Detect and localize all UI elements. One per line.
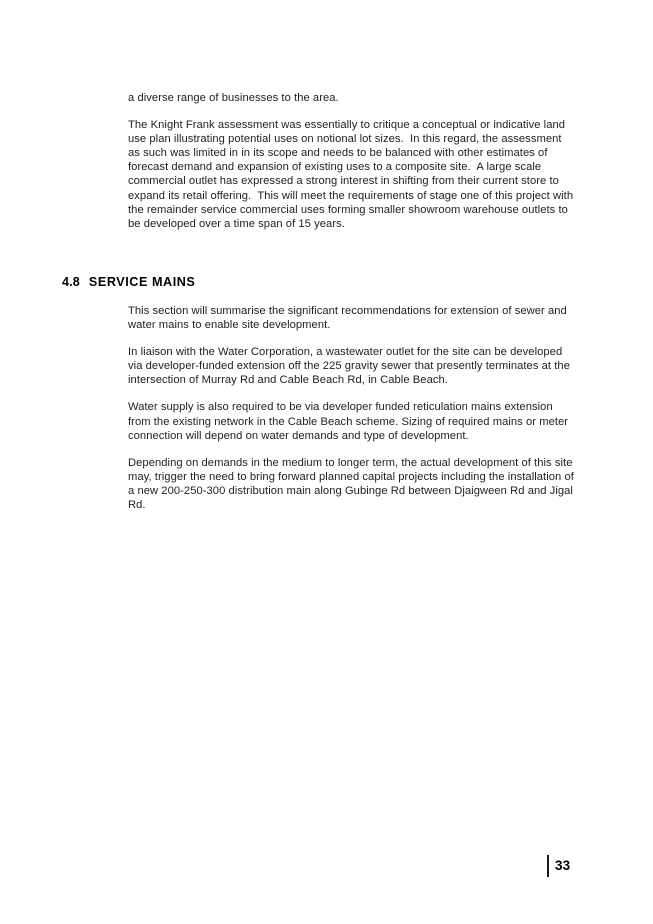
paragraph-continuation: a diverse range of businesses to the area.: [128, 92, 339, 104]
paragraph-knight-frank-assessment: The Knight Frank assessment was essentially to critique a conceptual or indicative land use plan illustrating potential uses on notional lot sizes. In this regard, the assessment as such was limited in in its scope and needs to be balanced with other estimates of forecast demand and expansion of existing uses to a composite site. A large scale commercial outlet has expressed a strong interest in shifting from their current store to expand its retail offering. This will meet the requirements of stage one of this project with the remainder service commercial uses forming smaller showroom warehouse outlets to be developed over a time span of 15 years.: [128, 119, 577, 230]
page-number: 33: [555, 858, 571, 873]
section-title: SERVICE MAINS: [88, 275, 196, 289]
intro-text-block: [128, 91, 575, 231]
footer-rule-icon: [547, 855, 549, 877]
section-text-block: [128, 304, 578, 512]
section-number: 4.8: [62, 275, 80, 289]
paragraph-wastewater-outlet: In liaison with the Water Corporation, a wastewater outlet for the site can be developed via developer-funded extension off the 225 gravity sewer that presently terminates at the intersection of Murray Rd and Cable Beach Rd, in Cable Beach.: [128, 346, 574, 387]
paragraph-water-supply: Water supply is also required to be via developer funded reticulation mains extension from the existing network in the Cable Beach scheme. Sizing of required mains or meter connection will depend on water demands and type of development.: [128, 401, 572, 442]
paragraph-capital-projects: Depending on demands in the medium to longer term, the actual development of this site may, trigger the need to bring forward planned capital projects including the installation of a new 200-250-300 distribution main along Gubinge Rd between Djaigween Rd and Jigal Rd.: [128, 456, 578, 512]
page-footer: [547, 855, 570, 877]
section-heading-4-8: [62, 275, 195, 289]
paragraph-section-summary: This section will summarise the significant recommendations for extension of sewer and water mains to enable site development.: [128, 305, 571, 332]
